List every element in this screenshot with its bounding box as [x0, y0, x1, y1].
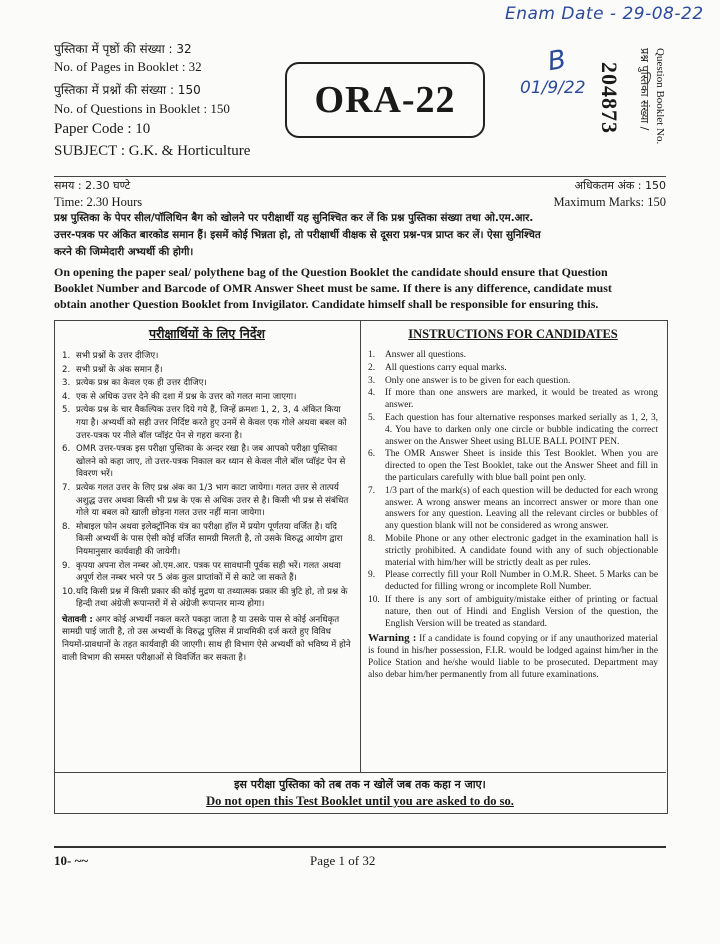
squiggle-icon: ~~	[74, 853, 89, 868]
hindi-instruction-item-text: यदि किसी प्रश्न में किसी प्रकार की कोई मुद्रण या तथ्यात्मक प्रकार की त्रुटि हो, तो प्रश्न के हिन्दी तथा अंग्रेजी रूपान्तरों में से अंग्रेजी रूपान्तर मान्य होगा।	[76, 586, 348, 610]
pages-english: No. of Pages in Booklet : 32	[54, 59, 202, 74]
hindi-instruction-item-number: 9.	[62, 560, 71, 571]
notice-english-1: On opening the paper seal/ polythene bag of the Question Booklet the candidate should ensure that Question	[54, 265, 608, 279]
hindi-instructions-title: परीक्षार्थियों के लिए निर्देश	[149, 326, 265, 341]
questions-english: No. of Questions in Booklet : 150	[54, 101, 230, 116]
english-instruction-item-text: If more than one answers are marked, it would be treated as wrong answer.	[385, 388, 658, 411]
english-instructions	[368, 324, 658, 682]
english-instruction-item-number: 10.	[368, 594, 380, 605]
english-warning-text: If a candidate is found copying or if any unauthorized material is found in his/her possession, F.I.R. would be lodged against him/her in the Police Station and he/she would liable to be prosecuted. Department may also debar him/her permanently from all future examinations.	[368, 634, 658, 680]
questions-hindi: पुस्तिका में प्रश्नों की संख्या : 150	[54, 83, 201, 97]
notice-hindi-1: प्रश्न पुस्तिका के पेपर सील/पॉलिथिन बैग को खोलने पर परीक्षार्थी यह सुनिश्चित कर लें कि प्रश्न पुस्तिका संख्या तथा ओ.एम.आर.	[54, 212, 534, 224]
handwritten-initials: B	[545, 44, 569, 78]
hindi-instruction-item-text: OMR उत्तर-पत्रक इस परीक्षा पुस्तिका के अन्दर रखा है। जब आपको परीक्षा पुस्तिका खोलने को कहा जाए, तो उत्तर-पत्रक निकाल कर ध्यान से केवल नीले बॉल प्वॉइंट पेन से विवरण भरें।	[76, 444, 346, 480]
english-instruction-item	[368, 363, 658, 375]
hindi-instruction-item-number: 5.	[62, 405, 71, 416]
hindi-warning-text: अगर कोई अभ्यर्थी नकल करते पकड़ा जाता है या उसके पास से कोई अनधिकृत सामग्री पाई जाती है, तो उस अभ्यर्थी के विरुद्ध पुलिस में प्राथमिकी दर्ज करते हुए विविध नियमों-प्रावधानों के तहत कार्यवाही की जाएगी। साथ ही विभाग ऐसे अभ्यर्थी को भविष्य में होने वाली विभाग की समस्त परीक्षाओं से विवर्जित कर सकता है।	[62, 614, 351, 663]
english-instruction-item-number: 4.	[368, 388, 376, 399]
english-instruction-item	[368, 449, 658, 484]
english-instruction-item	[368, 388, 658, 412]
english-instruction-item-text: All questions carry equal marks.	[385, 362, 507, 373]
english-warning	[368, 633, 658, 681]
english-instruction-item-number: 8.	[368, 533, 376, 544]
booklet-series-code: ORA-22	[314, 79, 456, 121]
english-instruction-item-text: Answer all questions.	[385, 350, 466, 360]
hindi-instruction-item-text: कृपया अपना रोल नम्बर ओ.एम.आर. पत्रक पर सावधानी पूर्वक सही भरें। गलत अथवा अपूर्ण रोल नम्बर भरने पर 5 अंक कुल प्राप्तांकों में से काटे जा सकते हैं।	[76, 560, 341, 584]
english-warning-label: Warning :	[368, 632, 417, 645]
hindi-instructions	[62, 324, 352, 664]
footer-notice-hindi: इस परीक्षा पुस्तिका को तब तक न खोलें जब तक कहा न जाए।	[234, 778, 486, 791]
notice-hindi-2: उत्तर-पत्रक पर अंकित बारकोड समान हैं। इसमें कोई भिन्नता हो, तो परीक्षार्थी वीक्षक से दूसरा प्रश्न-पत्र प्राप्त कर लें। ऐसा सुनिश्चित	[54, 229, 541, 241]
english-instruction-item-text: Please correctly fill your Roll Number in O.M.R. Sheet. 5 Marks can be deducted for filling wrong or incomplete Roll Number.	[385, 570, 658, 593]
column-divider	[360, 320, 361, 772]
booklet-number-label-english: Question Booklet No.	[654, 48, 666, 145]
notice-english-3: obtain another Question Booklet from Invigilator. Candidate himself shall be responsible for ensuring this.	[54, 297, 599, 311]
hindi-instruction-item-text: एक से अधिक उत्तर देने की दशा में प्रश्न के उत्तर को गलत माना जाएगा।	[76, 391, 297, 402]
handwritten-date-stamp: 01/9/22	[520, 78, 586, 98]
page-number: Page 1 of 32	[310, 853, 376, 868]
english-instruction-item-number: 3.	[368, 375, 376, 386]
footer-notice-english: Do not open this Test Booklet until you are asked to do so.	[206, 794, 514, 808]
english-instruction-item-text: Mobile Phone or any other electronic gadget in the examination hall is strictly prohibited. A candidate found with any of such objectionable material with him/her will be strictly dealt as per rules.	[385, 533, 658, 568]
notice-english-2: Booklet Number and Barcode of OMR Answer Sheet must be same. If there is any difference, candidate must	[54, 281, 612, 295]
hindi-warning	[62, 614, 352, 664]
hindi-instruction-item	[62, 377, 352, 390]
hindi-warning-label: चेतावनी :	[62, 614, 93, 625]
english-instructions-title: INSTRUCTIONS FOR CANDIDATES	[408, 327, 618, 341]
hindi-instruction-item-text: प्रत्येक गलत उत्तर के लिए प्रश्न अंक का 1/3 भाग काटा जायेगा। गलत उत्तर से तात्पर्य अशुद्ध उत्तर अथवा किसी भी प्रश्न के एक से अधिक उत्तर से है। किसी भी प्रश्न से संबंधित गोले या बबल को खाली छोड़ना गलत उत्तर नहीं माना जायेगा।	[76, 482, 349, 519]
max-marks-english: Maximum Marks: 150	[553, 195, 666, 209]
page-footer-code	[54, 853, 88, 869]
booklet-series-box	[285, 62, 485, 138]
hindi-instruction-item-number: 3.	[62, 378, 71, 389]
english-instruction-item	[368, 376, 658, 388]
hindi-instruction-item-number: 2.	[62, 364, 71, 375]
hindi-instruction-item-text: मोबाइल फोन अथवा इलेक्ट्रॉनिक यंत्र का परीक्षा हॉल में प्रयोग पूर्णतया वर्जित है। यदि किसी अभ्यर्थी के पास ऐसी कोई वर्जित सामग्री मिलती है, तो उसके विरुद्ध आयोग द्वारा नियमानुसार कार्यवाही की जायेगी।	[76, 521, 343, 557]
english-instruction-item	[368, 350, 658, 362]
time-english: Time: 2.30 Hours	[54, 195, 143, 209]
hindi-instruction-item	[62, 350, 352, 363]
header-meta	[54, 40, 250, 162]
english-instruction-item-number: 9.	[368, 570, 376, 581]
hindi-instruction-item	[62, 404, 352, 442]
english-instruction-item-number: 2.	[368, 362, 376, 373]
hindi-instruction-item-text: सभी प्रश्नों के अंक समान हैं।	[76, 364, 163, 375]
english-instruction-item-text: Only one answer is to be given for each question.	[385, 375, 571, 386]
page-footer-rule	[54, 846, 666, 848]
english-instruction-item	[368, 413, 658, 448]
paper-code: Paper Code : 10	[54, 121, 151, 137]
hindi-instruction-item-text: प्रत्येक प्रश्न का केवल एक ही उत्तर दीजिए।	[76, 378, 207, 389]
hindi-instruction-item-number: 10.	[62, 586, 76, 597]
english-instruction-item-text: Each question has four alternative responses marked serially as 1, 2, 3, 4. You have to darken only one circle or bubble indicating the correct answer on the Answer Sheet using BLUE BALL POINT PEN.	[385, 412, 658, 447]
english-instruction-item-number: 5.	[368, 412, 376, 423]
hindi-instruction-list	[62, 350, 352, 611]
hindi-instruction-item-number: 4.	[62, 391, 71, 402]
hindi-instruction-item-number: 1.	[62, 351, 71, 361]
booklet-number: 204873	[597, 62, 622, 134]
hindi-instruction-item-number: 6.	[62, 444, 71, 455]
hindi-instruction-item	[62, 586, 352, 611]
subject: SUBJECT : G.K. & Horticulture	[54, 143, 251, 159]
notice-hindi-3: करने की जिम्मेदारी अभ्यर्थी की होगी।	[54, 246, 194, 258]
footer-notice	[54, 776, 666, 810]
hindi-instruction-item	[62, 364, 352, 377]
hindi-instruction-item	[62, 443, 352, 481]
hindi-instruction-item	[62, 391, 352, 404]
hindi-instruction-item	[62, 521, 352, 559]
english-instruction-item-number: 7.	[368, 485, 376, 496]
english-instruction-item	[368, 534, 658, 569]
footer-notice-rule	[54, 772, 666, 773]
english-instruction-item-text: 1/3 part of the mark(s) of each question will be deducted for each wrong answer. A wrong answer means an incorrect answer or more than one answers for any question. Leaving all the relevant circles or bubbles of any question blank will not be considered as wrong answer.	[385, 485, 658, 532]
english-instruction-item-text: The OMR Answer Sheet is inside this Test Booklet. When you are directed to open the Test Booklet, take out the Answer Sheet and fill in the particulars carefully with blue ball point pen only.	[385, 449, 658, 483]
time-hindi: समय : 2.30 घण्टे	[54, 179, 131, 192]
english-instruction-item-number: 1.	[368, 350, 376, 360]
hindi-instruction-item-text: सभी प्रश्नों के उत्तर दीजिए।	[76, 351, 159, 361]
english-instruction-item	[368, 486, 658, 533]
english-instruction-list	[368, 350, 658, 630]
english-instruction-item-text: If there is any sort of ambiguity/mistake either of printing or factual nature, then out of Hindi and English Version of the question, the English Version will be treated as standard.	[385, 594, 658, 629]
hindi-instruction-item-number: 7.	[62, 482, 71, 493]
english-instruction-item-number: 6.	[368, 449, 376, 460]
pages-hindi: पुस्तिका में पृष्ठों की संख्या : 32	[54, 42, 192, 56]
booklet-number-label-hindi: प्रश्न पुस्तिका संख्या /	[638, 48, 651, 131]
hindi-instruction-item	[62, 560, 352, 585]
english-instruction-item	[368, 570, 658, 594]
handwritten-date-note: Enam Date - 29-08-22	[505, 4, 704, 24]
english-instruction-item	[368, 595, 658, 630]
max-marks-hindi: अधिकतम अंक : 150	[574, 179, 666, 192]
hindi-instruction-item-text: प्रत्येक प्रश्न के चार वैकल्पिक उत्तर दिये गये हैं, जिन्हें क्रमशः 1, 2, 3, 4 अंकित किया गया है। अभ्यर्थी को सही उत्तर निर्दिष्ट करते हुए उनमें से केवल एक गोले अथवा बबल को उत्तर-पत्रक पर नीले बॉल प्वॉइंट पेन से गहरा करना है।	[76, 405, 347, 441]
header-rule	[54, 176, 666, 177]
hindi-instruction-item-number: 8.	[62, 521, 71, 532]
hindi-instruction-item	[62, 482, 352, 520]
opening-notice	[54, 210, 666, 312]
page-footer-code-text: 10-	[54, 853, 72, 868]
